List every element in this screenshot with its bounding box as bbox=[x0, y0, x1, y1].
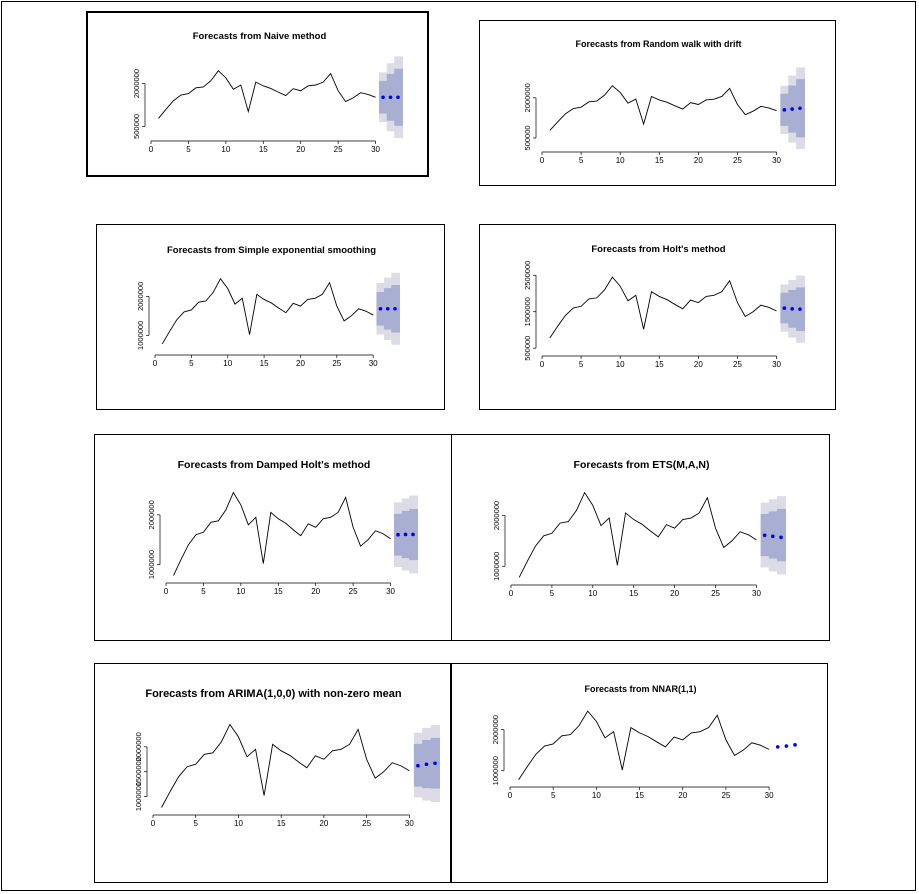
x-tick-label: 25 bbox=[332, 359, 342, 368]
history-line bbox=[550, 86, 777, 131]
y-tick-label: 500000 bbox=[523, 125, 532, 151]
x-tick-label: 5 bbox=[578, 156, 584, 165]
forecast-point bbox=[790, 307, 794, 311]
y-tick-label: 1000000 bbox=[492, 551, 501, 581]
x-tick-label: 10 bbox=[615, 156, 625, 165]
chart-nnar bbox=[452, 664, 828, 883]
history-line bbox=[519, 493, 756, 578]
x-tick-label: 10 bbox=[588, 589, 598, 598]
x-tick-label: 5 bbox=[550, 791, 556, 800]
chart-random-walk-drift bbox=[480, 21, 836, 186]
x-tick-label: 20 bbox=[319, 819, 329, 828]
y-tick-label: 2000000 bbox=[134, 732, 143, 762]
panel-naive bbox=[86, 11, 429, 177]
chart-title: Forecasts from Holt's method bbox=[591, 244, 726, 255]
x-tick-label: 25 bbox=[362, 819, 372, 828]
history-line bbox=[162, 279, 373, 344]
y-tick-label: 2000000 bbox=[147, 500, 156, 530]
y-tick-label: 1500000 bbox=[523, 297, 532, 327]
x-tick-label: 25 bbox=[348, 587, 358, 596]
forecast-point bbox=[386, 307, 390, 311]
x-tick-label: 25 bbox=[733, 156, 742, 165]
y-tick-label: 1000000 bbox=[147, 549, 156, 580]
chart-title: Forecasts from Random walk with drift bbox=[575, 39, 742, 49]
x-tick-label: 20 bbox=[311, 587, 321, 596]
figure-frame bbox=[1, 1, 916, 891]
forecast-point bbox=[783, 108, 787, 112]
x-tick-label: 30 bbox=[368, 359, 378, 368]
history-line bbox=[550, 277, 777, 338]
chart-damped-holt bbox=[95, 435, 452, 641]
chart-title: Forecasts from Naive method bbox=[192, 31, 327, 42]
x-tick-label: 10 bbox=[591, 791, 601, 800]
chart-ets bbox=[452, 435, 830, 641]
x-tick-label: 20 bbox=[296, 359, 305, 368]
forecast-point bbox=[433, 761, 437, 765]
panel-holt bbox=[479, 224, 836, 410]
y-tick-label: 2500000 bbox=[523, 260, 532, 290]
x-tick-label: 25 bbox=[333, 145, 343, 154]
x-tick-label: 0 bbox=[539, 156, 545, 165]
x-tick-label: 5 bbox=[578, 360, 584, 369]
y-tick-label: 2000000 bbox=[492, 500, 501, 531]
chart-naive bbox=[88, 13, 429, 177]
history-line bbox=[158, 71, 375, 119]
x-tick-label: 5 bbox=[549, 589, 555, 598]
y-tick-label: 2000000 bbox=[491, 715, 500, 745]
y-tick-label: 2000000 bbox=[523, 83, 532, 113]
x-tick-label: 15 bbox=[654, 360, 664, 369]
history-line bbox=[173, 492, 390, 575]
forecast-point bbox=[798, 307, 802, 311]
x-tick-label: 10 bbox=[223, 359, 233, 368]
forecast-point bbox=[425, 762, 429, 766]
x-tick-label: 15 bbox=[654, 156, 664, 165]
x-tick-label: 20 bbox=[693, 156, 703, 165]
x-tick-label: 20 bbox=[670, 589, 680, 598]
x-tick-label: 0 bbox=[150, 819, 156, 828]
y-tick-label: 500000 bbox=[132, 113, 141, 139]
forecast-point bbox=[793, 743, 797, 747]
chart-title: Forecasts from Damped Holt's method bbox=[177, 459, 371, 471]
x-tick-label: 20 bbox=[296, 145, 306, 154]
x-tick-label: 15 bbox=[635, 791, 644, 800]
x-tick-label: 15 bbox=[259, 359, 269, 368]
forecast-point bbox=[404, 533, 408, 537]
chart-ses bbox=[97, 225, 445, 410]
x-tick-label: 0 bbox=[508, 589, 514, 598]
forecast-point bbox=[416, 764, 420, 768]
panel-ses bbox=[96, 224, 445, 410]
forecast-point bbox=[783, 306, 787, 310]
forecast-point bbox=[785, 744, 789, 748]
x-tick-label: 5 bbox=[186, 145, 191, 154]
forecast-point bbox=[411, 533, 415, 537]
x-tick-label: 0 bbox=[148, 145, 154, 154]
x-tick-label: 15 bbox=[276, 819, 286, 828]
x-tick-label: 5 bbox=[193, 819, 198, 828]
x-tick-label: 25 bbox=[721, 791, 731, 800]
forecast-point bbox=[393, 307, 397, 311]
y-tick-label: 500000 bbox=[523, 335, 532, 361]
panel-damped-holt bbox=[94, 434, 452, 641]
history-line bbox=[519, 711, 769, 780]
x-tick-label: 0 bbox=[539, 360, 545, 369]
chart-title: Forecasts from ARIMA(1,0,0) with non-zero mean bbox=[145, 688, 402, 700]
x-tick-label: 30 bbox=[772, 156, 781, 165]
x-tick-label: 30 bbox=[752, 589, 761, 598]
chart-title: Forecasts from ETS(M,A,N) bbox=[573, 459, 710, 471]
chart-title: Forecasts from Simple exponential smoothing bbox=[166, 245, 377, 256]
x-tick-label: 10 bbox=[615, 360, 625, 369]
x-tick-label: 0 bbox=[152, 359, 158, 368]
forecast-point bbox=[798, 106, 802, 110]
forecast-point bbox=[396, 95, 400, 99]
chart-holt bbox=[480, 225, 836, 410]
y-tick-label: 1000000 bbox=[134, 781, 143, 812]
panel-ets bbox=[451, 434, 830, 641]
forecast-point bbox=[771, 535, 775, 539]
y-tick-label: 1000000 bbox=[491, 756, 500, 786]
x-tick-label: 30 bbox=[404, 819, 414, 828]
forecast-point bbox=[379, 307, 383, 311]
x-tick-label: 10 bbox=[234, 819, 243, 828]
x-tick-label: 15 bbox=[629, 589, 639, 598]
y-tick-label: 2000000 bbox=[136, 281, 145, 311]
x-tick-label: 10 bbox=[221, 145, 231, 154]
panel-arima bbox=[94, 663, 451, 883]
history-line bbox=[162, 724, 410, 807]
x-tick-label: 25 bbox=[733, 360, 742, 369]
x-tick-label: 5 bbox=[189, 359, 194, 368]
x-tick-label: 20 bbox=[693, 360, 703, 369]
forecast-point bbox=[389, 95, 393, 99]
panel-random-walk-drift bbox=[479, 20, 836, 186]
forecast-point bbox=[790, 107, 794, 111]
x-tick-label: 5 bbox=[201, 587, 206, 596]
x-tick-label: 30 bbox=[764, 791, 774, 800]
x-tick-label: 0 bbox=[163, 587, 169, 596]
forecast-point bbox=[396, 533, 400, 537]
x-tick-label: 20 bbox=[678, 791, 688, 800]
chart-arima bbox=[95, 664, 451, 883]
y-tick-label: 1000000 bbox=[136, 320, 145, 350]
y-tick-label: 2000000 bbox=[132, 68, 141, 99]
x-tick-label: 30 bbox=[371, 145, 380, 154]
forecast-point bbox=[779, 536, 783, 540]
x-tick-label: 30 bbox=[386, 587, 395, 596]
x-tick-label: 0 bbox=[507, 791, 513, 800]
x-tick-label: 15 bbox=[273, 587, 283, 596]
x-tick-label: 25 bbox=[711, 589, 720, 598]
x-tick-label: 15 bbox=[258, 145, 268, 154]
x-tick-label: 10 bbox=[236, 587, 246, 596]
x-tick-label: 30 bbox=[772, 360, 781, 369]
forecast-point bbox=[381, 95, 385, 99]
chart-title: Forecasts from NNAR(1,1) bbox=[584, 684, 697, 694]
forecast-point bbox=[776, 745, 780, 749]
y-tick-label: 1500000 bbox=[134, 757, 143, 787]
panel-nnar bbox=[451, 663, 828, 883]
forecast-point bbox=[763, 534, 767, 538]
